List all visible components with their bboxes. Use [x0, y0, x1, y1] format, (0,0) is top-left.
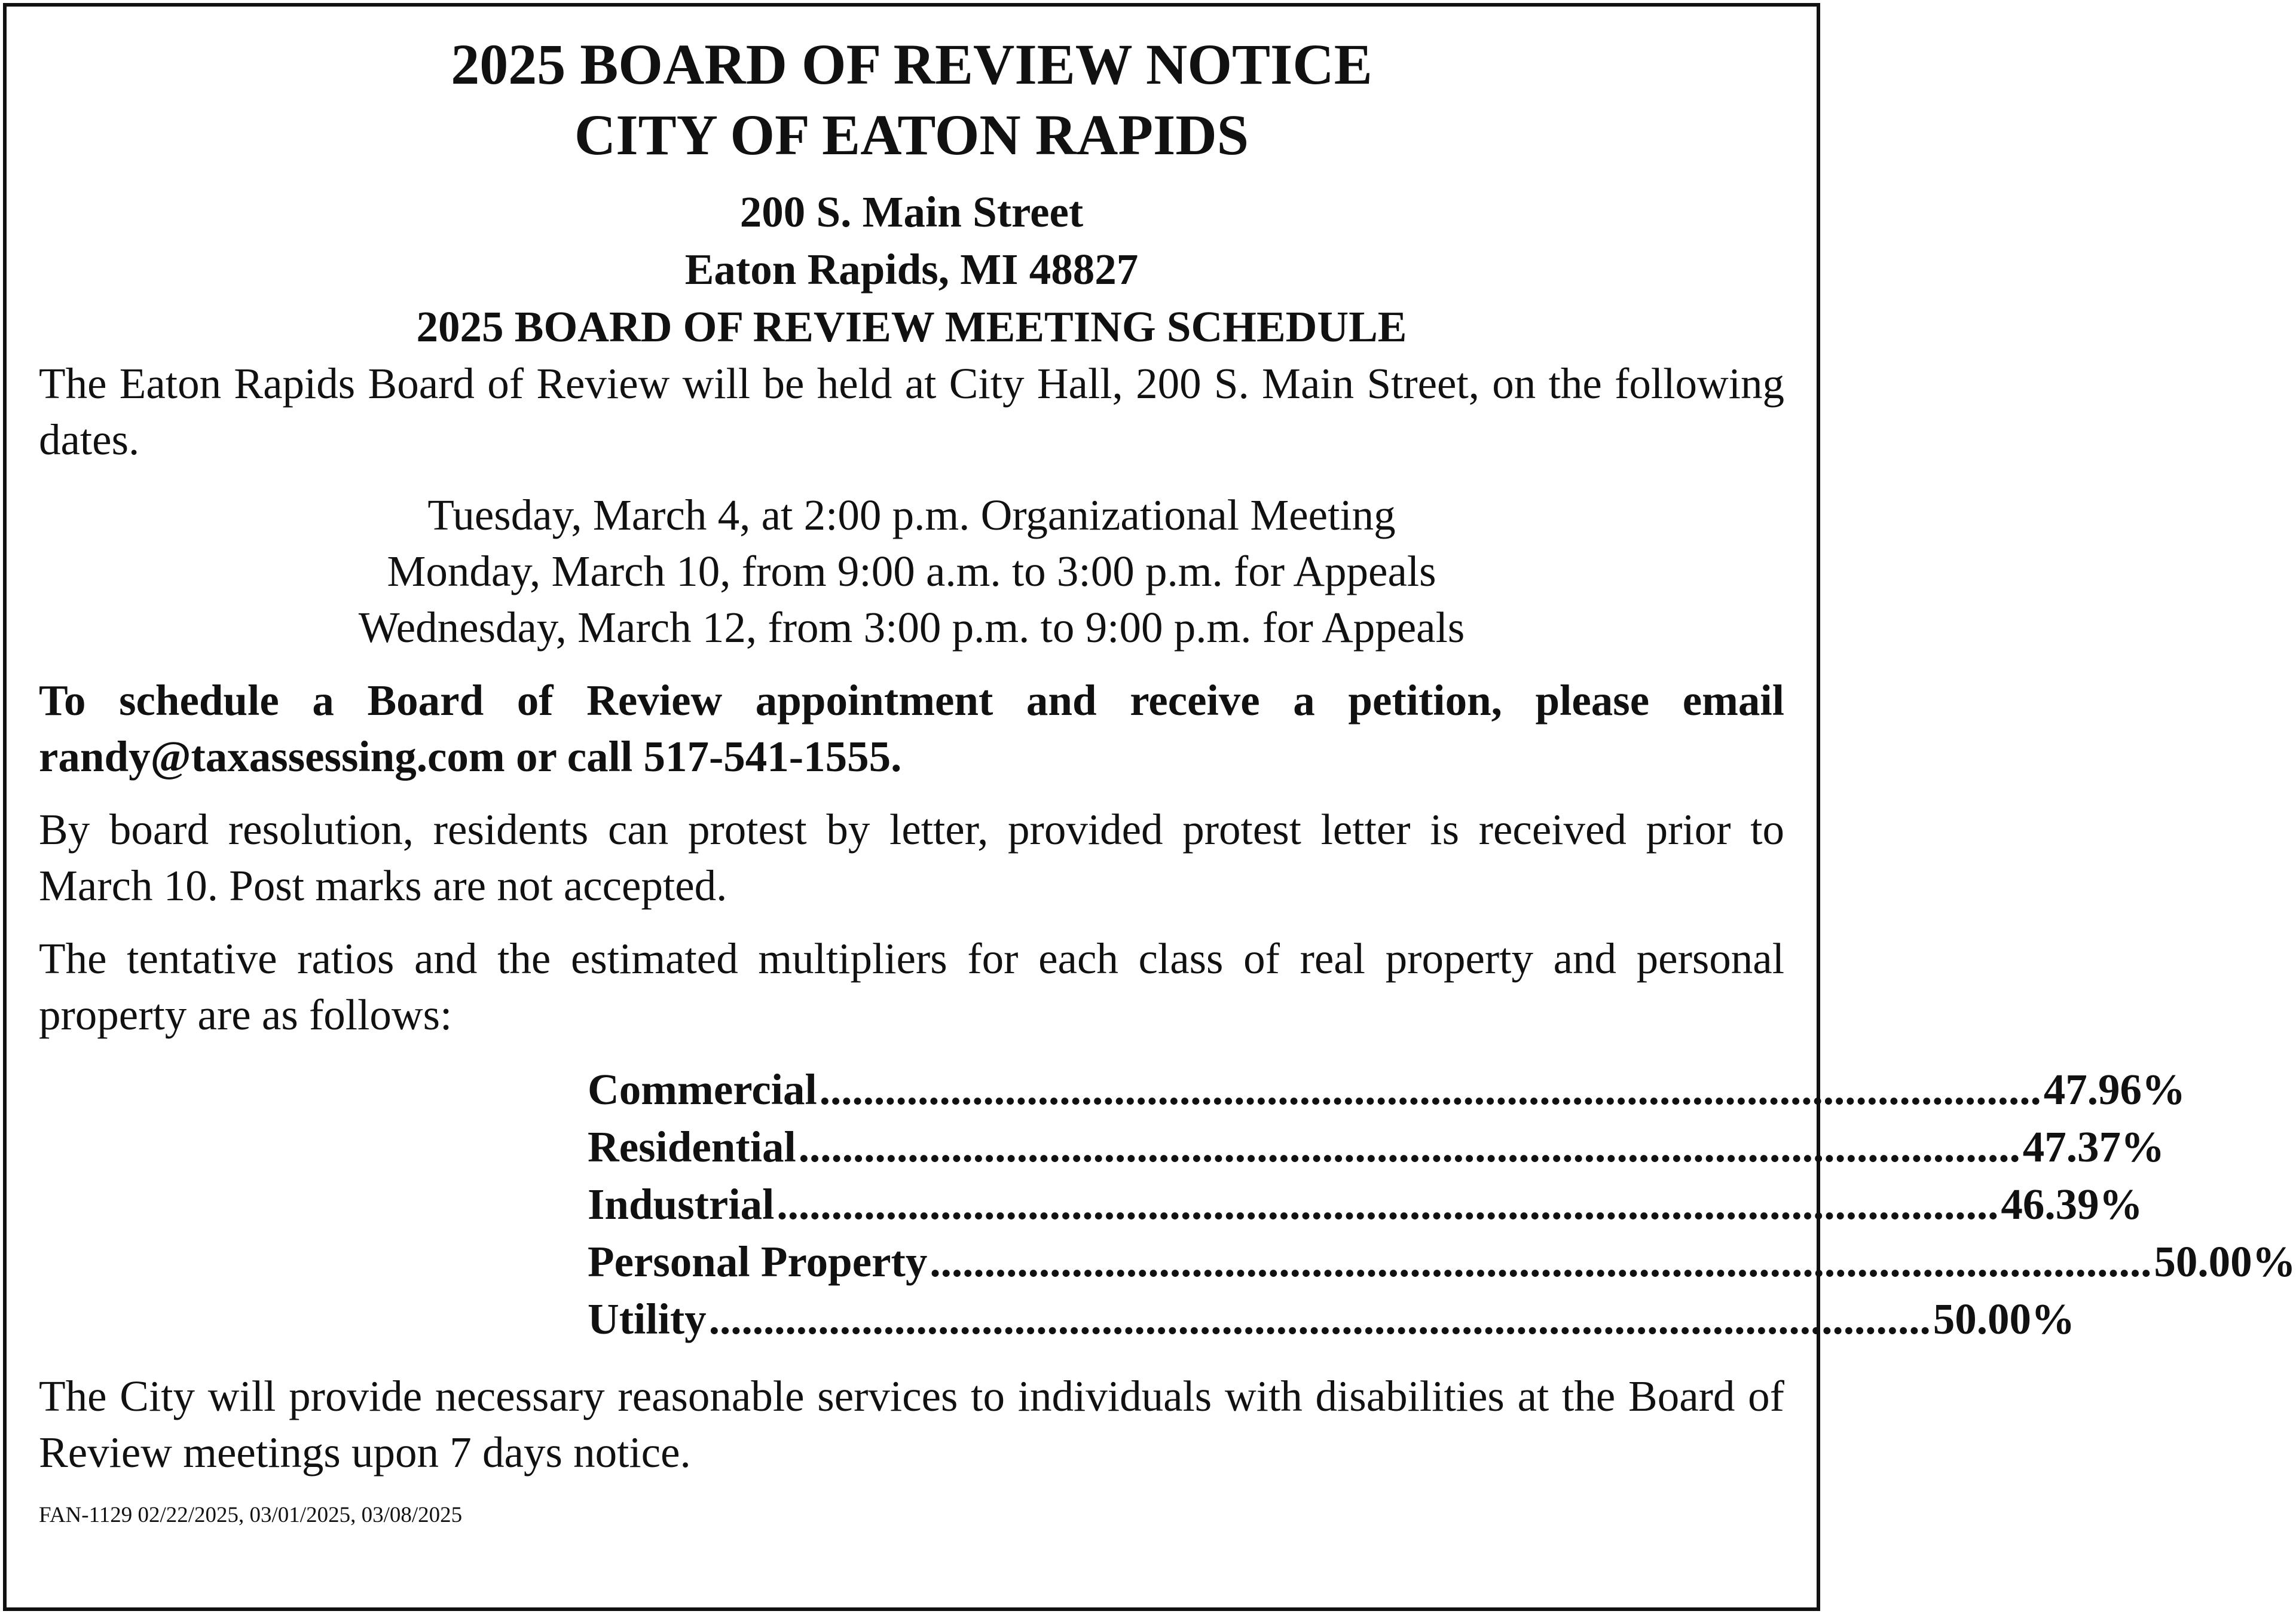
notice-border — [3, 3, 2296, 1611]
ratio-row-personal-property — [588, 1233, 2296, 1291]
ratio-value: 46.39% — [2001, 1180, 2143, 1228]
schedule-heading: 2025 BOARD OF REVIEW MEETING SCHEDULE — [416, 302, 1407, 351]
ratio-row-utility — [588, 1291, 2075, 1348]
leader-dots: ................................................................................................................ — [819, 1065, 2041, 1114]
ratio-value: 50.00% — [2154, 1237, 2296, 1286]
ratio-row-commercial — [588, 1061, 2186, 1118]
address-street: 200 S. Main Street — [739, 188, 1084, 236]
ratio-label: Industrial — [588, 1180, 775, 1228]
ratio-label: Residential — [588, 1123, 796, 1171]
notice-title-line1: 2025 BOARD OF REVIEW NOTICE — [451, 32, 1372, 96]
leader-dots: ................................................................................................................ — [798, 1123, 2020, 1171]
ratio-label: Personal Property — [588, 1237, 928, 1286]
accessibility-paragraph: The City will provide necessary reasonable services to individuals with disabilities at the Board of Review meetings upon 7 days notice. — [39, 1372, 1784, 1477]
ratio-label: Utility — [588, 1295, 707, 1343]
ratio-row-industrial — [588, 1176, 2143, 1233]
meeting-dates — [39, 487, 1784, 656]
ratio-row-residential — [588, 1118, 2165, 1176]
notice-title-line2: CITY OF EATON RAPIDS — [574, 103, 1249, 167]
address-city-state-zip: Eaton Rapids, MI 48827 — [684, 245, 1139, 294]
publication-footer: FAN-1129 02/22/2025, 03/01/2025, 03/08/2025 — [39, 1503, 463, 1527]
intro-paragraph: The Eaton Rapids Board of Review will be held at City Hall, 200 S. Main Street, on the following dates. — [39, 359, 1784, 464]
ratio-label: Commercial — [588, 1065, 817, 1114]
leader-dots: ................................................................................................................ — [708, 1295, 1931, 1343]
ratio-value: 50.00% — [1933, 1295, 2075, 1343]
notice-content — [39, 29, 2296, 1530]
contact-paragraph: To schedule a Board of Review appointment and receive a petition, please email randy@taxassessing.com or call 517-541-1555. — [39, 676, 1784, 781]
meeting-date-appeals-monday: Monday, March 10, from 9:00 a.m. to 3:00 p.m. for Appeals — [387, 547, 1436, 595]
meeting-date-organizational: Tuesday, March 4, at 2:00 p.m. Organizational Meeting — [427, 491, 1396, 539]
protest-paragraph: By board resolution, residents can protest by letter, provided protest letter is received prior to March 10. Post marks are not accepted. — [39, 805, 1784, 910]
ratio-value: 47.37% — [2022, 1123, 2165, 1171]
leader-dots: ................................................................................................................ — [776, 1180, 1999, 1228]
ratio-value: 47.96% — [2043, 1065, 2186, 1114]
leader-dots: ................................................................................................................ — [930, 1237, 2152, 1286]
ratios-intro-paragraph: The tentative ratios and the estimated multipliers for each class of real property and personal property are as follows: — [39, 934, 1784, 1039]
meeting-date-appeals-wednesday: Wednesday, March 12, from 3:00 p.m. to 9:00 p.m. for Appeals — [358, 603, 1465, 652]
ratio-table — [588, 1061, 2296, 1348]
